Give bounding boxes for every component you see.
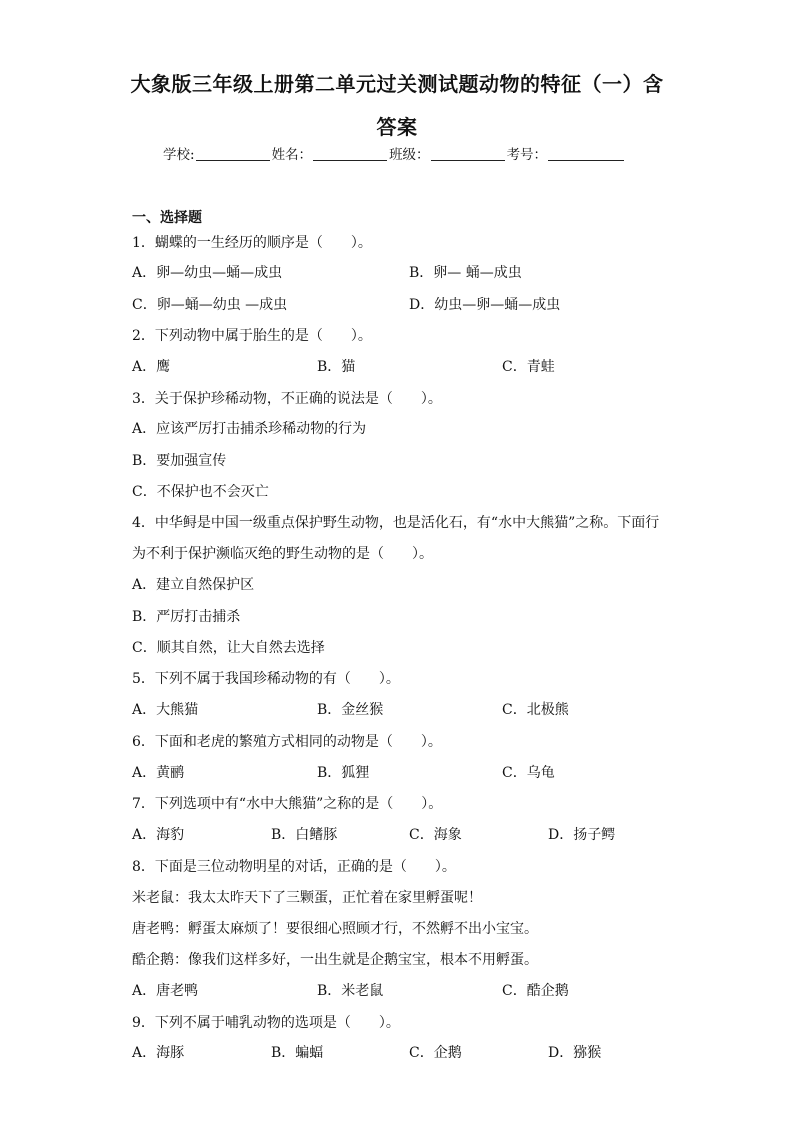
option-item[interactable]: B．蝙蝠 bbox=[271, 1045, 324, 1061]
question-stem: 2．下列动物中属于胎生的是（ ）。 bbox=[132, 328, 372, 344]
option-item[interactable]: B．米老鼠 bbox=[317, 983, 384, 999]
school-blank[interactable] bbox=[196, 146, 270, 161]
question-stem: 3．关于保护珍稀动物，不正确的说法是（ ）。 bbox=[132, 391, 442, 407]
option-item[interactable]: B．卵— 蛹—成虫 bbox=[409, 265, 522, 281]
option-item[interactable]: D．扬子鳄 bbox=[548, 827, 616, 843]
dialogue-line: 酷企鹅：像我们这样多好，一出生就是企鹅宝宝，根本不用孵蛋。 bbox=[132, 952, 538, 968]
option-item[interactable]: B．要加强宣传 bbox=[132, 453, 227, 469]
option-item[interactable]: B．狐狸 bbox=[317, 765, 370, 781]
name-blank[interactable] bbox=[313, 146, 387, 161]
dialogue-line: 米老鼠：我太太昨天下了三颗蛋，正忙着在家里孵蛋呢！ bbox=[132, 890, 482, 906]
option-item[interactable]: C．顺其自然，让大自然去选择 bbox=[132, 640, 325, 656]
school-label: 学校: bbox=[163, 147, 195, 163]
option-item[interactable]: A．海豚 bbox=[132, 1045, 185, 1061]
question-stem: 4．中华鲟是中国一级重点保护野生动物，也是活化石，有“水中大熊猫”之称。下面行 bbox=[132, 515, 660, 531]
option-item[interactable]: D．猕猴 bbox=[548, 1045, 602, 1061]
name-label: 姓名： bbox=[271, 147, 313, 163]
page-title-continued: 答案 bbox=[376, 115, 418, 139]
option-item[interactable]: C．不保护也不会灭亡 bbox=[132, 484, 269, 500]
question-stem: 7．下列选项中有“水中大熊猫”之称的是（ ）。 bbox=[132, 796, 443, 812]
option-item[interactable]: B．猫 bbox=[317, 359, 356, 375]
option-item[interactable]: A．卵—幼虫—蛹—成虫 bbox=[132, 265, 283, 281]
option-item[interactable]: C．卵—蛹—幼虫 —成虫 bbox=[132, 297, 288, 313]
question-stem: 9．下列不属于哺乳动物的选项是（ ）。 bbox=[132, 1015, 400, 1031]
option-item[interactable]: B．白鳍豚 bbox=[271, 827, 338, 843]
option-item[interactable]: D．幼虫—卵—蛹—成虫 bbox=[409, 297, 561, 313]
page-title: 大象版三年级上册第二单元过关测试题动物的特征（一）含 bbox=[130, 72, 664, 96]
section-heading: 一、选择题 bbox=[132, 210, 202, 226]
option-item[interactable]: C．乌龟 bbox=[502, 765, 555, 781]
student-info-row bbox=[163, 143, 626, 163]
option-item[interactable]: C．海象 bbox=[409, 827, 462, 843]
question-stem-continued: 为不利于保护濒临灭绝的野生动物的是（ ）。 bbox=[132, 546, 433, 562]
option-item[interactable]: B．严厉打击捕杀 bbox=[132, 609, 241, 625]
option-item[interactable]: A．黄鹂 bbox=[132, 765, 185, 781]
question-stem: 1．蝴蝶的一生经历的顺序是（ ）。 bbox=[132, 235, 372, 251]
question-stem: 5．下列不属于我国珍稀动物的有（ ）。 bbox=[132, 671, 400, 687]
option-item[interactable]: A．应该严厉打击捕杀珍稀动物的行为 bbox=[132, 421, 367, 437]
option-item[interactable]: A．大熊猫 bbox=[132, 702, 199, 718]
number-label: 考号： bbox=[506, 147, 548, 163]
option-item[interactable]: C．企鹅 bbox=[409, 1045, 462, 1061]
question-stem: 8．下面是三位动物明星的对话，正确的是（ ）。 bbox=[132, 859, 456, 875]
number-blank[interactable] bbox=[548, 146, 624, 161]
option-item[interactable]: A．建立自然保护区 bbox=[132, 577, 255, 593]
option-item[interactable]: B．金丝猴 bbox=[317, 702, 384, 718]
class-blank[interactable] bbox=[431, 146, 505, 161]
option-item[interactable]: A．海豹 bbox=[132, 827, 185, 843]
option-item[interactable]: A．鹰 bbox=[132, 359, 171, 375]
question-stem: 6．下面和老虎的繁殖方式相同的动物是（ ）。 bbox=[132, 734, 442, 750]
option-item[interactable]: A．唐老鸭 bbox=[132, 983, 199, 999]
class-label: 班级： bbox=[389, 147, 430, 163]
option-item[interactable]: C．北极熊 bbox=[502, 702, 569, 718]
dialogue-line: 唐老鸭：孵蛋太麻烦了！要很细心照顾才行，不然孵不出小宝宝。 bbox=[132, 921, 538, 937]
option-item[interactable]: C．酷企鹅 bbox=[502, 983, 569, 999]
option-item[interactable]: C．青蛙 bbox=[502, 359, 555, 375]
